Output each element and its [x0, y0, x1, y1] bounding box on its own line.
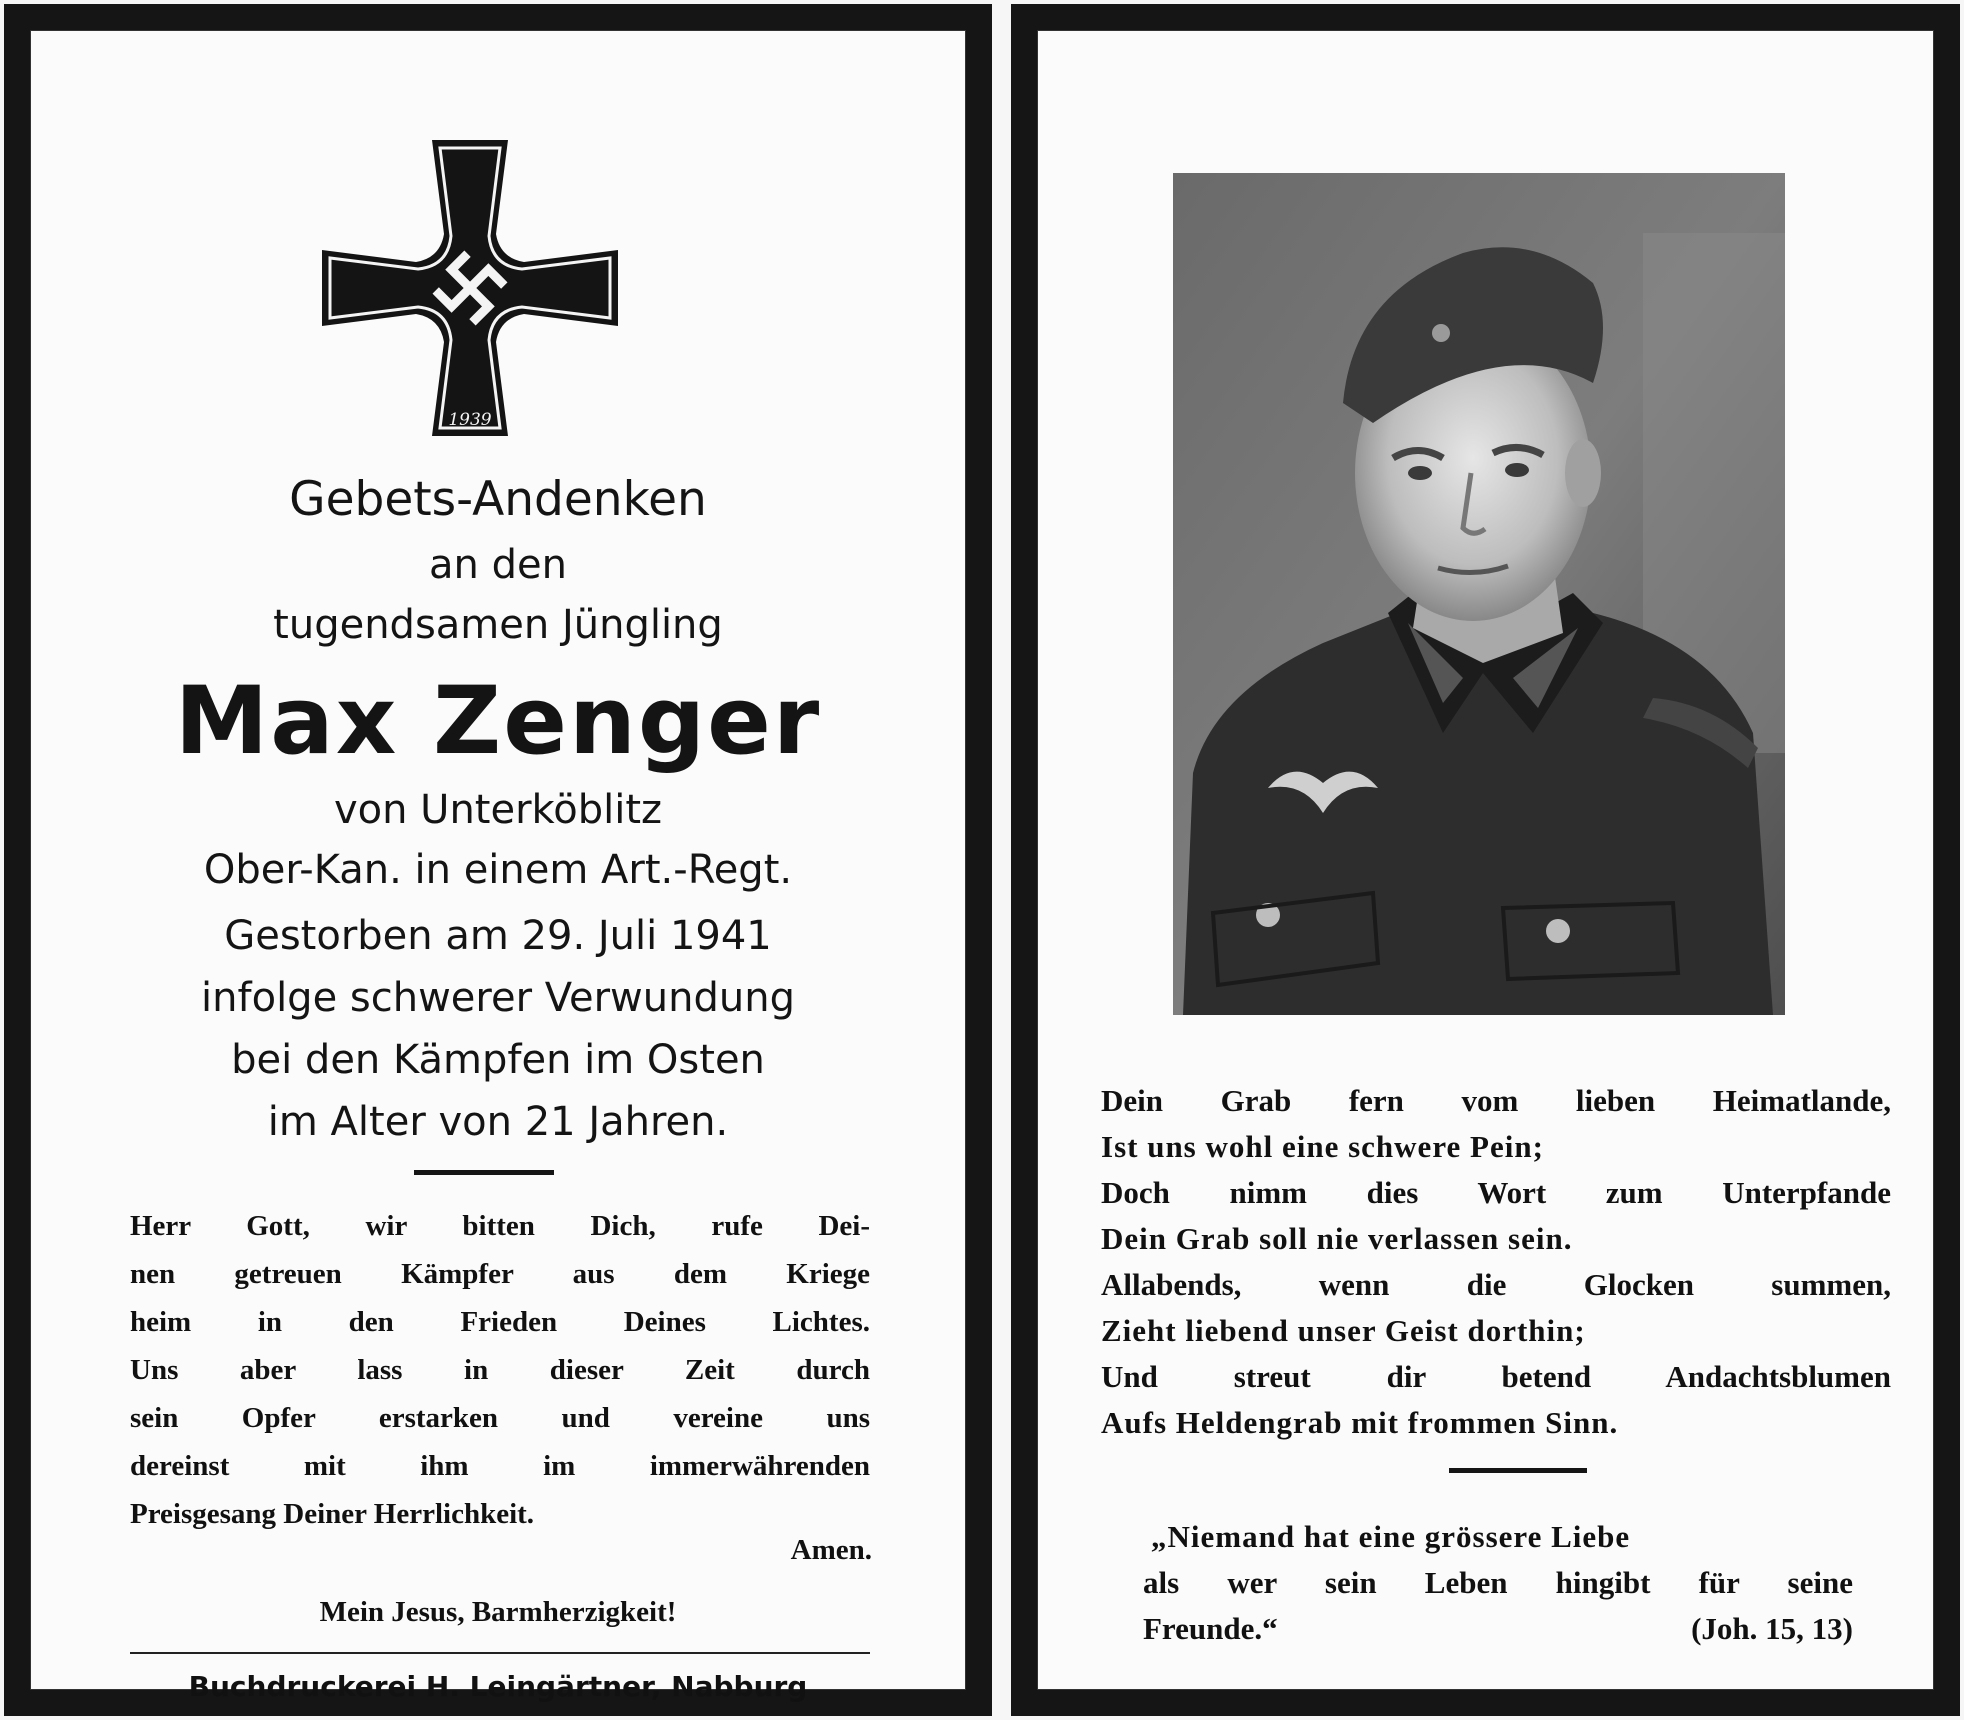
prayer-line: Uns aber lass in dieser Zeit durch: [130, 1354, 870, 1386]
prayer-line: Herr Gott, wir bitten Dich, rufe Dei-: [130, 1210, 870, 1242]
memorial-card-photo-panel: [1011, 4, 1960, 1716]
poem-line: Dein Grab soll nie verlassen sein.: [1101, 1221, 1573, 1256]
poem-line: Zieht liebend unser Geist dorthin;: [1101, 1313, 1586, 1348]
closing-invocation: Mein Jesus, Barmherzigkeit!: [319, 1596, 677, 1628]
death-place: bei den Kämpfen im Osten: [231, 1037, 765, 1083]
poem-line: Dein Grab fern vom lieben Heimatlande,: [1101, 1083, 1891, 1118]
poem-line: Doch nimm dies Wort zum Unterpfande: [1101, 1175, 1891, 1210]
quote-reference: (Joh. 15, 13): [1691, 1611, 1853, 1646]
origin-village: von Unterköblitz: [333, 787, 663, 833]
subtitle-description: tugendsamen Jüngling: [273, 602, 723, 648]
soldier-portrait-photo: [1173, 173, 1785, 1015]
quote-line: als wer sein Leben hingibt für seine: [1143, 1565, 1853, 1600]
memorial-title: Gebets-Andenken: [289, 472, 707, 527]
prayer-line: nen getreuen Kämpfer aus dem Kriege: [130, 1258, 870, 1290]
quote-line: „Niemand hat eine grössere Liebe: [1151, 1519, 1631, 1554]
age-at-death: im Alter von 21 Jahren.: [267, 1099, 729, 1145]
printer-imprint: Buchdruckerei H. Leingärtner, Nabburg: [188, 1670, 808, 1703]
quote-closing-line: [1143, 1606, 1853, 1652]
deceased-name: Max Zenger: [174, 667, 822, 776]
subtitle-dedication: an den: [429, 542, 567, 588]
prayer-text: [130, 1202, 870, 1538]
bible-quote: [1143, 1514, 1853, 1606]
military-rank: Ober-Kan. in einem Art.-Regt.: [203, 847, 793, 893]
death-date: Gestorben am 29. Juli 1941: [224, 913, 772, 959]
cross-year-label: 1939: [448, 410, 492, 430]
memorial-poem: [1101, 1078, 1891, 1446]
prayer-line: dereinst mit ihm im immerwährenden: [130, 1450, 870, 1482]
poem-line: Und streut dir betend Andachtsblumen: [1101, 1359, 1891, 1394]
poem-line: Ist uns wohl eine schwere Pein;: [1101, 1129, 1544, 1164]
portrait-image: [1173, 173, 1785, 1015]
poem-line: Aufs Heldengrab mit frommen Sinn.: [1101, 1405, 1619, 1440]
iron-cross-emblem: [320, 138, 620, 438]
prayer-line: heim in den Frieden Deines Lichtes.: [130, 1306, 870, 1338]
prayer-line: sein Opfer erstarken und vereine uns: [130, 1402, 870, 1434]
section-divider: [1449, 1468, 1587, 1473]
memorial-card-text-panel: [4, 4, 992, 1716]
iron-cross-icon: [320, 138, 620, 438]
section-divider: [414, 1170, 554, 1175]
poem-line: Allabends, wenn die Glocken summen,: [1101, 1267, 1891, 1302]
prayer-amen: Amen.: [790, 1534, 872, 1566]
printer-divider: [130, 1652, 870, 1654]
quote-last-word: Freunde.“: [1143, 1611, 1278, 1646]
prayer-line: Preisgesang Deiner Herrlichkeit.: [130, 1498, 535, 1530]
death-cause: infolge schwerer Verwundung: [201, 975, 795, 1021]
